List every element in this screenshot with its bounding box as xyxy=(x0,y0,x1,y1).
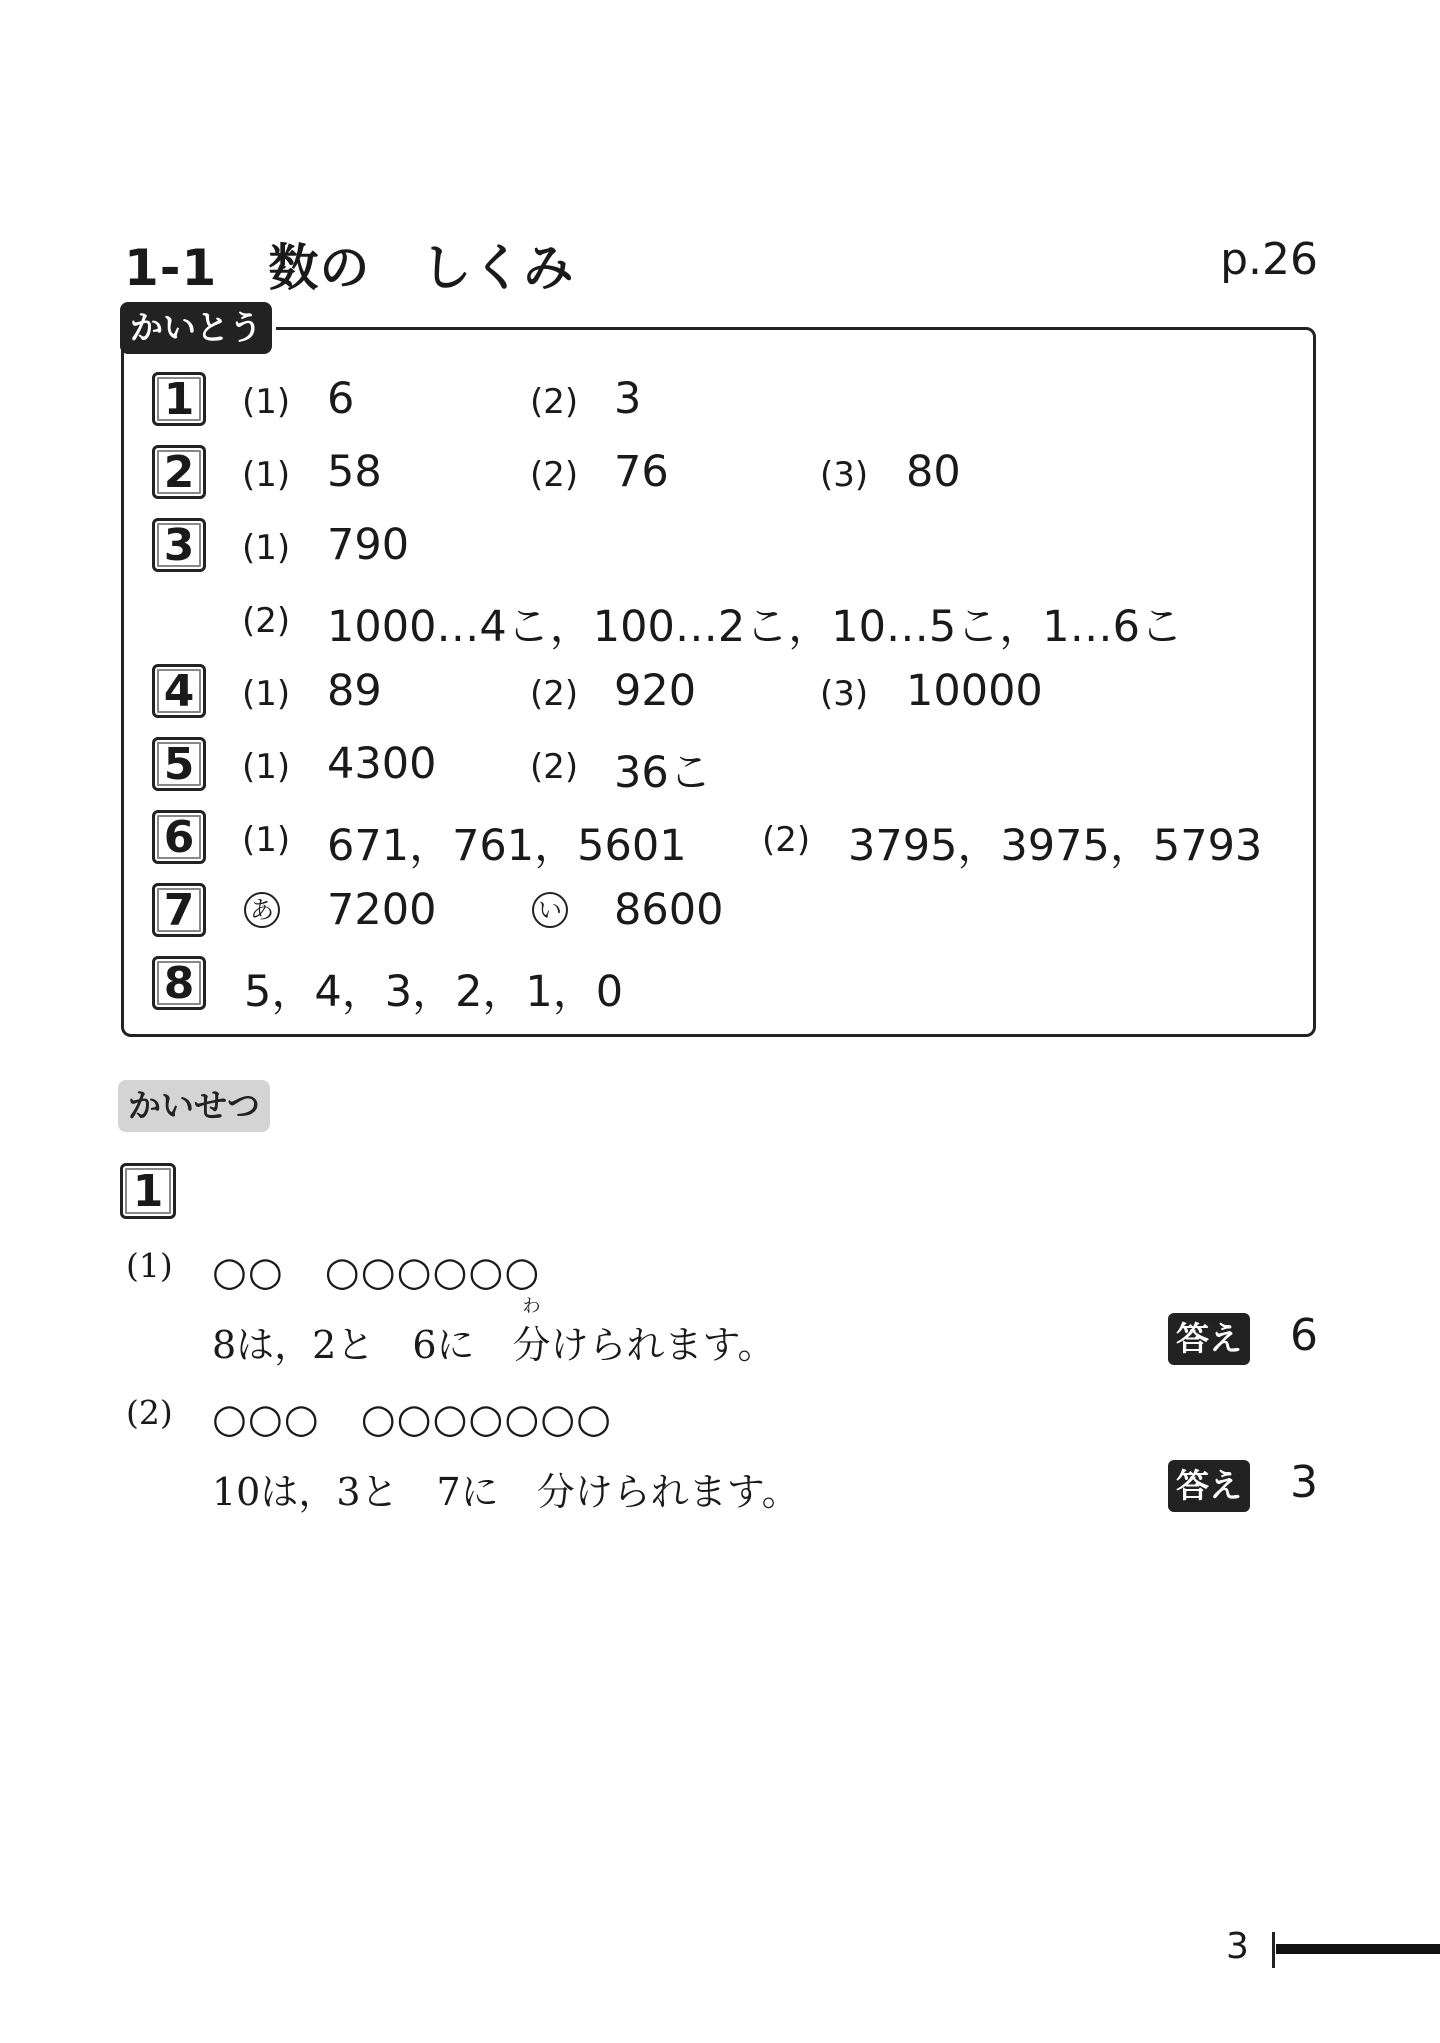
answer-tag: 答え xyxy=(1168,1460,1250,1512)
answer-value: 10000 xyxy=(906,666,1043,716)
sentence-part: 8は，2と 6に xyxy=(212,1323,513,1367)
answer-value: 920 xyxy=(614,666,697,716)
answer-value: 6 xyxy=(327,374,355,424)
part-label: (3) xyxy=(820,455,869,495)
answer-value: 89 xyxy=(327,666,382,716)
part-label: (2) xyxy=(126,1393,173,1432)
part-label: (1) xyxy=(242,820,291,860)
answer-value: 671，761，5601 xyxy=(327,821,687,871)
answer-value: 8600 xyxy=(614,885,724,935)
answer-value: 80 xyxy=(906,447,961,497)
answer-value: 5，4，3，2，1，0 xyxy=(244,967,624,1017)
explanation-tag: かいせつ xyxy=(118,1080,270,1132)
part-label: (2) xyxy=(242,601,291,641)
answer-value: 790 xyxy=(327,520,410,570)
counting-circles: ○○○ ○○○○○○○ xyxy=(212,1396,613,1442)
question-number: 4 xyxy=(152,664,206,718)
answer-value: 3 xyxy=(614,374,642,424)
answer-value: 1000…4こ，100…2こ，10…5こ，1…6こ xyxy=(327,602,1184,652)
answer-value: 6 xyxy=(1290,1310,1318,1361)
page-number: 3 xyxy=(1226,1926,1249,1967)
answer-value: 7200 xyxy=(327,885,437,935)
section-title: 1-1 数の しくみ xyxy=(124,239,575,297)
counting-circles: ○○ ○○○○○○ xyxy=(212,1249,541,1295)
ruby-word xyxy=(512,1296,551,1369)
part-label: (3) xyxy=(820,674,869,714)
part-label: (2) xyxy=(530,455,579,495)
question-number: 2 xyxy=(152,445,206,499)
part-label: (1) xyxy=(126,1246,173,1285)
part-label: (2) xyxy=(762,820,811,860)
footer-bar xyxy=(1276,1944,1440,1954)
explanation-sentence xyxy=(212,1296,776,1369)
part-label: (1) xyxy=(242,747,291,787)
answer-value: 76 xyxy=(614,447,669,497)
question-number: 5 xyxy=(152,737,206,791)
answer-tag: 答え xyxy=(1168,1313,1250,1365)
answers-tag: かいとう xyxy=(120,302,272,354)
part-label: (2) xyxy=(530,674,579,714)
part-label: (1) xyxy=(242,674,291,714)
circled-label-a: あ xyxy=(244,892,280,928)
answer-value: 36こ xyxy=(614,748,712,798)
part-label: (2) xyxy=(530,382,579,422)
question-number: 7 xyxy=(152,883,206,937)
question-number: 3 xyxy=(152,518,206,572)
explanation-sentence: 10は，3と 7に 分けられます。 xyxy=(212,1470,800,1514)
explanation-number: 1 xyxy=(120,1163,176,1219)
footer-tick xyxy=(1272,1932,1275,1968)
ruby-reading: わ xyxy=(522,1296,541,1317)
answer-value: 4300 xyxy=(327,739,437,789)
question-number: 8 xyxy=(152,956,206,1010)
sentence-part: けられます。 xyxy=(550,1323,776,1367)
part-label: (1) xyxy=(242,455,291,495)
answer-value: 58 xyxy=(327,447,382,497)
part-label: (2) xyxy=(530,747,579,787)
circled-label-i: い xyxy=(532,892,568,928)
part-label: (1) xyxy=(242,528,291,568)
question-number: 6 xyxy=(152,810,206,864)
page-reference: p.26 xyxy=(1220,234,1318,285)
answer-value: 3 xyxy=(1290,1457,1318,1508)
question-number: 1 xyxy=(152,372,206,426)
part-label: (1) xyxy=(242,382,291,422)
answer-value: 3795，3975，5793 xyxy=(848,821,1263,871)
kanji: 分 xyxy=(512,1323,551,1367)
